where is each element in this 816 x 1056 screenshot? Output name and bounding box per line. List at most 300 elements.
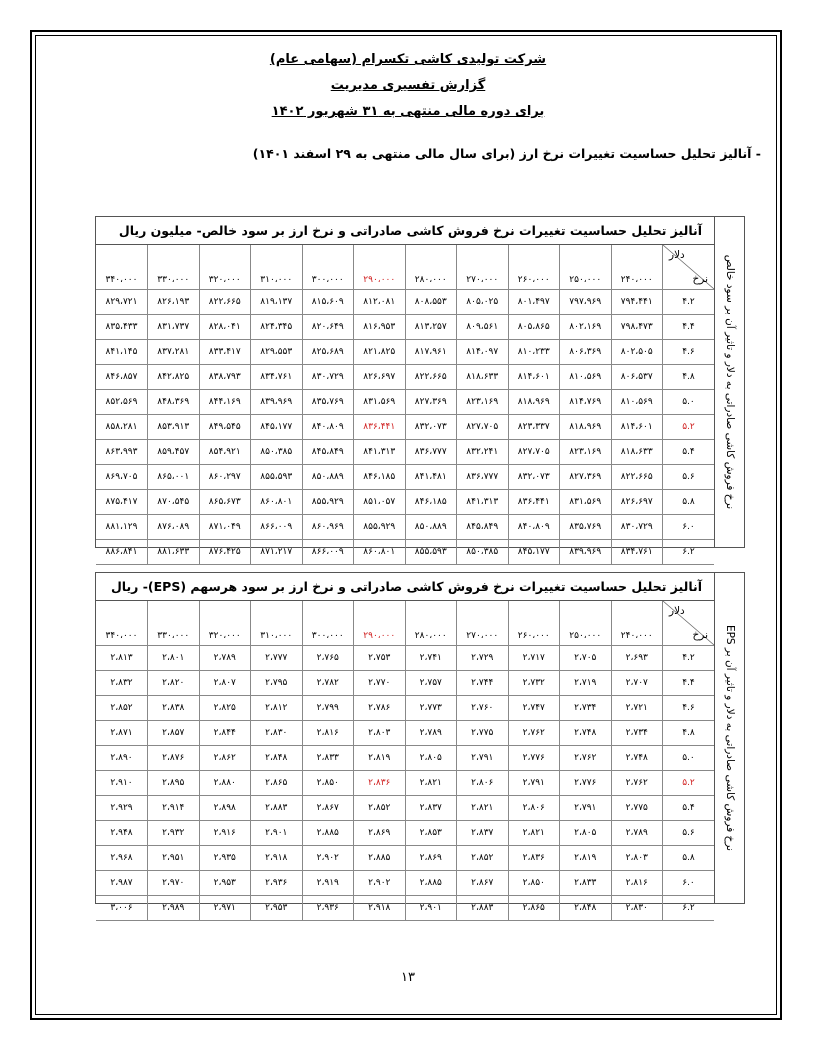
value-cell: ۲،۷۴۴ (457, 671, 509, 696)
value-cell: ۲،۸۱۶ (302, 721, 354, 746)
value-cell: ۲،۹۰۱ (405, 896, 457, 921)
value-cell: ۲،۸۳۷ (405, 796, 457, 821)
rate-cell: ۴.۴ (663, 671, 715, 696)
value-cell: ۲،۸۸۰ (199, 771, 251, 796)
value-cell: ۸۴۰،۸۰۹ (302, 415, 354, 440)
vertical-label: نرخ فروش کاشی صادراتی به دلار و تاثیر آن بر سود خالص (714, 217, 744, 547)
rate-cell: ۴.۶ (663, 696, 715, 721)
column-header: ۲۹۰،۰۰۰ (354, 601, 406, 646)
value-cell: ۸۲۷،۷۰۵ (508, 440, 560, 465)
value-cell: ۲،۷۵۷ (405, 671, 457, 696)
value-cell: ۲،۹۶۸ (96, 846, 148, 871)
value-cell: ۲،۸۲۱ (457, 796, 509, 821)
value-cell: ۲،۸۳۳ (302, 746, 354, 771)
value-cell: ۲،۸۲۱ (405, 771, 457, 796)
value-cell: ۸۱۸،۹۶۹ (560, 415, 612, 440)
value-cell: ۸۴۶،۱۸۵ (405, 490, 457, 515)
value-cell: ۲،۸۰۷ (199, 671, 251, 696)
value-cell: ۲،۸۱۹ (560, 846, 612, 871)
column-header: ۳۴۰،۰۰۰ (96, 601, 148, 646)
value-cell: ۸۱۷،۹۶۱ (405, 340, 457, 365)
value-cell: ۲،۸۳۶ (508, 846, 560, 871)
net-profit-sensitivity-table (95, 216, 745, 557)
value-cell: ۲،۹۴۸ (96, 821, 148, 846)
period-title: برای دوره مالی منتهی به ۳۱ شهریور ۱۴۰۲ (271, 104, 545, 119)
value-cell: ۸۰۸،۵۵۳ (405, 290, 457, 315)
value-cell: ۲،۹۱۸ (354, 896, 406, 921)
value-cell: ۸۰۲،۵۰۵ (611, 340, 663, 365)
rate-cell: ۶.۰ (663, 515, 715, 540)
value-cell: ۸۲۷،۳۶۹ (560, 465, 612, 490)
value-cell: ۲،۸۷۶ (148, 746, 200, 771)
value-cell: ۸۴۱،۳۱۳ (457, 490, 509, 515)
table-row (96, 365, 714, 390)
value-cell: ۸۳۱،۵۶۹ (560, 490, 612, 515)
table-row (96, 896, 714, 921)
value-cell: ۲،۹۱۰ (96, 771, 148, 796)
value-cell: ۲،۸۲۵ (199, 696, 251, 721)
value-cell: ۲،۸۲۱ (508, 821, 560, 846)
value-cell: ۸۰۵،۰۲۵ (457, 290, 509, 315)
table-row (96, 821, 714, 846)
value-cell: ۲،۸۷۱ (96, 721, 148, 746)
value-cell: ۲،۸۳۰ (251, 721, 303, 746)
value-cell: ۲،۷۲۱ (611, 696, 663, 721)
value-cell: ۸۳۲،۰۷۳ (405, 415, 457, 440)
value-cell: ۸۱۲،۰۸۱ (354, 290, 406, 315)
value-cell: ۲،۹۳۲ (148, 821, 200, 846)
value-cell: ۸۱۴،۶۰۱ (508, 365, 560, 390)
value-cell: ۷۹۷،۹۶۹ (560, 290, 612, 315)
value-cell: ۲،۷۹۱ (457, 746, 509, 771)
value-cell: ۸۶۰،۸۰۱ (354, 540, 406, 565)
rate-cell: ۴.۸ (663, 365, 715, 390)
rate-cell: ۶.۰ (663, 871, 715, 896)
table-row (96, 390, 714, 415)
value-cell: ۸۷۰،۵۴۵ (148, 490, 200, 515)
value-cell: ۸۳۹،۹۶۹ (251, 390, 303, 415)
value-cell: ۸۷۵،۴۱۷ (96, 490, 148, 515)
value-cell: ۲،۹۰۲ (354, 871, 406, 896)
rate-cell: ۵.۴ (663, 440, 715, 465)
value-cell: ۲،۹۱۴ (148, 796, 200, 821)
value-cell: ۲،۸۱۳ (96, 646, 148, 671)
table-row (96, 671, 714, 696)
value-cell: ۸۲۹،۷۲۱ (96, 290, 148, 315)
value-cell: ۲،۸۳۲ (96, 671, 148, 696)
value-cell: ۸۶۵،۰۰۱ (148, 465, 200, 490)
value-cell: ۲،۸۴۴ (199, 721, 251, 746)
value-cell: ۲،۹۸۷ (96, 871, 148, 896)
rate-cell: ۵.۲ (663, 415, 715, 440)
value-cell: ۸۸۱،۱۲۹ (96, 515, 148, 540)
value-cell: ۲،۸۰۶ (457, 771, 509, 796)
value-cell: ۸۱۴،۷۶۹ (560, 390, 612, 415)
value-cell: ۸۴۱،۴۸۱ (405, 465, 457, 490)
value-cell: ۸۴۵،۸۴۹ (457, 515, 509, 540)
value-cell: ۲،۸۳۰ (611, 896, 663, 921)
rate-cell: ۴.۲ (663, 290, 715, 315)
value-cell: ۲،۸۰۶ (508, 796, 560, 821)
value-cell: ۸۳۹،۹۶۹ (560, 540, 612, 565)
value-cell: ۲،۸۶۵ (251, 771, 303, 796)
value-cell: ۸۳۵،۷۶۹ (560, 515, 612, 540)
value-cell: ۲،۸۶۷ (457, 871, 509, 896)
value-cell: ۸۷۱،۰۴۹ (199, 515, 251, 540)
value-cell: ۸۴۶،۱۸۵ (354, 465, 406, 490)
value-cell: ۲،۷۷۶ (560, 771, 612, 796)
value-cell: ۲،۸۵۳ (405, 821, 457, 846)
value-cell: ۲،۷۶۲ (611, 771, 663, 796)
value-cell: ۸۵۵،۵۹۳ (405, 540, 457, 565)
value-cell: ۲،۸۶۵ (508, 896, 560, 921)
value-cell: ۲،۷۱۹ (560, 671, 612, 696)
table-row (96, 696, 714, 721)
value-cell: ۸۵۰،۳۸۵ (457, 540, 509, 565)
column-header: ۳۱۰،۰۰۰ (251, 601, 303, 646)
rate-cell: ۵.۸ (663, 846, 715, 871)
value-cell: ۸۵۰،۳۸۵ (251, 440, 303, 465)
table-row (96, 415, 714, 440)
value-cell: ۲،۷۷۳ (405, 696, 457, 721)
value-cell: ۸۲۸،۰۴۱ (199, 315, 251, 340)
rate-cell: ۶.۲ (663, 896, 715, 921)
value-cell: ۸۲۳،۱۶۹ (457, 390, 509, 415)
value-cell: ۲،۷۹۹ (302, 696, 354, 721)
value-cell: ۸۲۲،۶۶۵ (405, 365, 457, 390)
value-cell: ۸۳۵،۴۳۳ (96, 315, 148, 340)
value-cell: ۸۱۴،۶۰۱ (611, 415, 663, 440)
value-cell: ۲،۷۸۹ (199, 646, 251, 671)
value-cell: ۲،۹۵۱ (148, 846, 200, 871)
table-row (96, 771, 714, 796)
value-cell: ۲،۸۱۲ (251, 696, 303, 721)
column-header: ۳۰۰،۰۰۰ (302, 601, 354, 646)
rate-cell: ۶.۲ (663, 540, 715, 565)
value-cell: ۲،۸۵۲ (354, 796, 406, 821)
value-cell: ۲،۷۰۷ (611, 671, 663, 696)
value-cell: ۲،۷۸۹ (611, 821, 663, 846)
rate-cell: ۵.۶ (663, 465, 715, 490)
value-cell: ۸۱۸،۶۳۳ (457, 365, 509, 390)
value-cell: ۲،۹۷۰ (148, 871, 200, 896)
value-cell: ۲،۸۴۸ (251, 746, 303, 771)
value-cell: ۲،۷۳۴ (560, 696, 612, 721)
eps-sensitivity-table (95, 572, 745, 913)
value-cell: ۸۲۶،۱۹۳ (148, 290, 200, 315)
value-cell: ۲،۷۰۵ (560, 646, 612, 671)
rate-cell: ۵.۲ (663, 771, 715, 796)
column-header: ۲۸۰،۰۰۰ (405, 601, 457, 646)
value-cell: ۸۳۱،۵۶۹ (354, 390, 406, 415)
value-cell: ۲،۸۰۱ (148, 646, 200, 671)
value-cell: ۲،۷۳۲ (508, 671, 560, 696)
data-grid (96, 245, 714, 565)
rate-cell: ۵.۰ (663, 390, 715, 415)
value-cell: ۲،۸۳۶ (354, 771, 406, 796)
value-cell: ۲،۸۰۵ (405, 746, 457, 771)
column-header: ۳۳۰،۰۰۰ (148, 245, 200, 290)
value-cell: ۸۲۹،۵۵۳ (251, 340, 303, 365)
value-cell: ۸۴۱،۳۱۳ (354, 440, 406, 465)
value-cell: ۸۳۷،۲۸۱ (148, 340, 200, 365)
table-title: آنالیز تحلیل حساسیت تغییرات نرخ فروش کاشی صادراتی و نرخ ارز بر سود هرسهم (EPS)- ریال (96, 573, 714, 601)
value-cell: ۸۶۰،۲۹۷ (199, 465, 251, 490)
rate-cell: ۴.۸ (663, 721, 715, 746)
column-header: ۳۲۰،۰۰۰ (199, 601, 251, 646)
page-number: ۱۳ (401, 970, 415, 985)
value-cell: ۸۶۶،۰۰۹ (302, 540, 354, 565)
table-row (96, 465, 714, 490)
value-cell: ۸۳۶،۷۷۷ (405, 440, 457, 465)
value-cell: ۲،۷۸۶ (354, 696, 406, 721)
value-cell: ۲،۸۰۳ (611, 846, 663, 871)
value-cell: ۸۲۷،۷۰۵ (457, 415, 509, 440)
value-cell: ۸۳۴،۷۶۱ (611, 540, 663, 565)
value-cell: ۸۵۵،۹۲۹ (302, 490, 354, 515)
table-row (96, 796, 714, 821)
value-cell: ۸۰۵،۸۶۵ (508, 315, 560, 340)
value-cell: ۸۳۱،۷۳۷ (148, 315, 200, 340)
header-row (96, 245, 714, 290)
value-cell: ۸۶۳،۹۹۳ (96, 440, 148, 465)
column-header: ۲۹۰،۰۰۰ (354, 245, 406, 290)
value-cell: ۸۱۹،۱۳۷ (251, 290, 303, 315)
value-cell: ۸۸۶،۸۴۱ (96, 540, 148, 565)
value-cell: ۸۱۴،۰۹۷ (457, 340, 509, 365)
value-cell: ۲،۹۳۶ (251, 871, 303, 896)
value-cell: ۸۴۸،۳۶۹ (148, 390, 200, 415)
value-cell: ۸۲۵،۶۸۹ (302, 340, 354, 365)
value-cell: ۸۴۹،۵۴۵ (199, 415, 251, 440)
value-cell: ۲،۹۷۱ (199, 896, 251, 921)
value-cell: ۲،۷۴۷ (508, 696, 560, 721)
value-cell: ۲،۸۰۳ (354, 721, 406, 746)
value-cell: ۸۳۰،۷۲۹ (302, 365, 354, 390)
value-cell: ۲،۸۲۰ (148, 671, 200, 696)
table-row (96, 490, 714, 515)
value-cell: ۸۰۹،۵۶۱ (457, 315, 509, 340)
value-cell: ۲،۸۸۵ (302, 821, 354, 846)
value-cell: ۸۵۰،۸۸۹ (302, 465, 354, 490)
value-cell: ۸۳۶،۷۷۷ (457, 465, 509, 490)
value-cell: ۲،۷۲۹ (457, 646, 509, 671)
value-cell: ۸۴۲،۸۲۵ (148, 365, 200, 390)
corner-top-label: دلار (669, 605, 685, 617)
value-cell: ۲،۷۶۲ (560, 746, 612, 771)
value-cell: ۲،۸۵۰ (508, 871, 560, 896)
rate-cell: ۵.۴ (663, 796, 715, 821)
value-cell: ۲،۷۴۸ (611, 746, 663, 771)
value-cell: ۲،۸۵۷ (148, 721, 200, 746)
value-cell: ۲،۸۰۵ (560, 821, 612, 846)
value-cell: ۲،۹۵۳ (199, 871, 251, 896)
column-header: ۲۵۰،۰۰۰ (560, 601, 612, 646)
value-cell: ۲،۷۸۹ (405, 721, 457, 746)
value-cell: ۸۲۲،۶۶۵ (199, 290, 251, 315)
table-row (96, 646, 714, 671)
value-cell: ۲،۷۱۷ (508, 646, 560, 671)
value-cell: ۲،۷۷۵ (457, 721, 509, 746)
value-cell: ۲،۷۹۱ (508, 771, 560, 796)
value-cell: ۸۶۰،۸۰۱ (251, 490, 303, 515)
rate-cell: ۵.۰ (663, 746, 715, 771)
value-cell: ۲،۸۵۰ (302, 771, 354, 796)
report-title: گزارش تفسیری مدیریت (330, 78, 486, 93)
column-header: ۳۳۰،۰۰۰ (148, 601, 200, 646)
value-cell: ۸۴۶،۸۵۷ (96, 365, 148, 390)
value-cell: ۷۹۴،۴۴۱ (611, 290, 663, 315)
value-cell: ۲،۷۸۲ (302, 671, 354, 696)
value-cell: ۲،۸۳۸ (148, 696, 200, 721)
value-cell: ۸۳۲،۰۷۳ (508, 465, 560, 490)
value-cell: ۲،۷۴۱ (405, 646, 457, 671)
value-cell: ۸۲۶،۶۹۷ (354, 365, 406, 390)
value-cell: ۸۲۷،۳۶۹ (405, 390, 457, 415)
value-cell: ۸۱۵،۶۰۹ (302, 290, 354, 315)
value-cell: ۸۰۱،۴۹۷ (508, 290, 560, 315)
value-cell: ۸۱۸،۶۳۳ (611, 440, 663, 465)
value-cell: ۸۱۰،۵۶۹ (560, 365, 612, 390)
value-cell: ۸۷۱،۲۱۷ (251, 540, 303, 565)
value-cell: ۸۲۴،۳۴۵ (251, 315, 303, 340)
corner-bottom-label: نرخ (692, 273, 708, 285)
value-cell: ۲،۷۶۰ (457, 696, 509, 721)
table-row (96, 846, 714, 871)
value-cell: ۸۵۹،۴۵۷ (148, 440, 200, 465)
value-cell: ۸۳۵،۷۶۹ (302, 390, 354, 415)
value-cell: ۲،۷۶۵ (302, 646, 354, 671)
value-cell: ۸۱۰،۵۶۹ (611, 390, 663, 415)
value-cell: ۲،۶۹۳ (611, 646, 663, 671)
corner-cell (663, 601, 715, 646)
value-cell: ۲،۷۷۵ (611, 796, 663, 821)
corner-top-label: دلار (669, 249, 685, 261)
value-cell: ۸۲۳،۱۶۹ (560, 440, 612, 465)
value-cell: ۲،۸۶۹ (405, 846, 457, 871)
value-cell: ۸۰۲،۱۶۹ (560, 315, 612, 340)
value-cell: ۸۳۰،۷۲۹ (611, 515, 663, 540)
value-cell: ۸۳۳،۴۱۷ (199, 340, 251, 365)
value-cell: ۸۲۳،۳۳۷ (508, 415, 560, 440)
value-cell: ۸۱۸،۹۶۹ (508, 390, 560, 415)
header-row (96, 601, 714, 646)
table-row (96, 871, 714, 896)
value-cell: ۸۴۵،۸۴۹ (302, 440, 354, 465)
value-cell: ۲،۷۹۱ (560, 796, 612, 821)
rate-cell: ۴.۴ (663, 315, 715, 340)
table-row (96, 340, 714, 365)
value-cell: ۸۵۰،۸۸۹ (405, 515, 457, 540)
value-cell: ۸۴۵،۱۷۷ (508, 540, 560, 565)
rate-cell: ۴.۲ (663, 646, 715, 671)
corner-bottom-label: نرخ (692, 629, 708, 641)
value-cell: ۸۲۲،۶۶۵ (611, 465, 663, 490)
value-cell: ۸۰۶،۵۳۷ (611, 365, 663, 390)
company-title: شرکت تولیدی کاشی تکسرام (سهامی عام) (269, 52, 547, 67)
value-cell: ۸۷۶،۰۸۹ (148, 515, 200, 540)
rate-cell: ۵.۶ (663, 821, 715, 846)
value-cell: ۲،۹۳۶ (302, 896, 354, 921)
column-header: ۳۱۰،۰۰۰ (251, 245, 303, 290)
data-grid (96, 601, 714, 921)
column-header: ۳۲۰،۰۰۰ (199, 245, 251, 290)
value-cell: ۲،۸۸۵ (405, 871, 457, 896)
value-cell: ۲،۸۱۶ (611, 871, 663, 896)
value-cell: ۸۱۳،۲۵۷ (405, 315, 457, 340)
value-cell: ۲،۸۳۷ (457, 821, 509, 846)
column-header: ۲۷۰،۰۰۰ (457, 601, 509, 646)
value-cell: ۲،۸۹۵ (148, 771, 200, 796)
column-header: ۲۵۰،۰۰۰ (560, 245, 612, 290)
table-row (96, 515, 714, 540)
column-header: ۲۴۰،۰۰۰ (611, 601, 663, 646)
value-cell: ۲،۷۶۲ (508, 721, 560, 746)
table-title: آنالیز تحلیل حساسیت تغییرات نرخ فروش کاشی صادراتی و نرخ ارز بر سود خالص- میلیون ریال (96, 217, 714, 245)
value-cell: ۲،۸۶۹ (354, 821, 406, 846)
value-cell: ۲،۹۱۹ (302, 871, 354, 896)
value-cell: ۲،۹۲۹ (96, 796, 148, 821)
value-cell: ۲،۹۰۲ (302, 846, 354, 871)
value-cell: ۲،۸۸۳ (457, 896, 509, 921)
value-cell: ۸۳۲،۲۴۱ (457, 440, 509, 465)
value-cell: ۲،۹۳۵ (199, 846, 251, 871)
column-header: ۲۶۰،۰۰۰ (508, 245, 560, 290)
value-cell: ۲،۸۸۵ (354, 846, 406, 871)
value-cell: ۲،۷۴۸ (560, 721, 612, 746)
value-cell: ۲،۹۱۶ (199, 821, 251, 846)
column-header: ۳۴۰،۰۰۰ (96, 245, 148, 290)
value-cell: ۲،۷۷۰ (354, 671, 406, 696)
value-cell: ۸۸۱،۶۳۳ (148, 540, 200, 565)
value-cell: ۸۶۰،۹۶۹ (302, 515, 354, 540)
column-header: ۳۰۰،۰۰۰ (302, 245, 354, 290)
value-cell: ۲،۷۳۴ (611, 721, 663, 746)
value-cell: ۸۴۵،۱۷۷ (251, 415, 303, 440)
value-cell: ۳،۰۰۶ (96, 896, 148, 921)
value-cell: ۸۵۲،۵۶۹ (96, 390, 148, 415)
value-cell: ۲،۸۹۸ (199, 796, 251, 821)
value-cell: ۸۶۵،۶۷۳ (199, 490, 251, 515)
table-row (96, 290, 714, 315)
value-cell: ۲،۷۷۶ (508, 746, 560, 771)
value-cell: ۸۱۰،۲۳۳ (508, 340, 560, 365)
table-row (96, 315, 714, 340)
value-cell: ۸۱۶،۹۵۳ (354, 315, 406, 340)
value-cell: ۸۶۶،۰۰۹ (251, 515, 303, 540)
table-row (96, 540, 714, 565)
value-cell: ۸۳۴،۷۶۱ (251, 365, 303, 390)
value-cell: ۸۲۶،۶۹۷ (611, 490, 663, 515)
value-cell: ۸۳۸،۷۹۳ (199, 365, 251, 390)
value-cell: ۸۲۰،۶۴۹ (302, 315, 354, 340)
value-cell: ۲،۸۸۳ (251, 796, 303, 821)
value-cell: ۲،۹۸۹ (148, 896, 200, 921)
value-cell: ۲،۹۱۸ (251, 846, 303, 871)
value-cell: ۸۵۵،۵۹۳ (251, 465, 303, 490)
column-header: ۲۷۰،۰۰۰ (457, 245, 509, 290)
value-cell: ۲،۸۶۲ (199, 746, 251, 771)
value-cell: ۲،۸۵۲ (96, 696, 148, 721)
rate-cell: ۴.۶ (663, 340, 715, 365)
value-cell: ۸۵۱،۰۵۷ (354, 490, 406, 515)
value-cell: ۸۶۹،۷۰۵ (96, 465, 148, 490)
value-cell: ۲،۸۱۹ (354, 746, 406, 771)
value-cell: ۲،۹۰۱ (251, 821, 303, 846)
value-cell: ۸۵۸،۲۸۱ (96, 415, 148, 440)
column-header: ۲۶۰،۰۰۰ (508, 601, 560, 646)
vertical-label: نرخ فروش کاشی صادراتی به دلار و تاثیر آن بر EPS (714, 573, 744, 903)
